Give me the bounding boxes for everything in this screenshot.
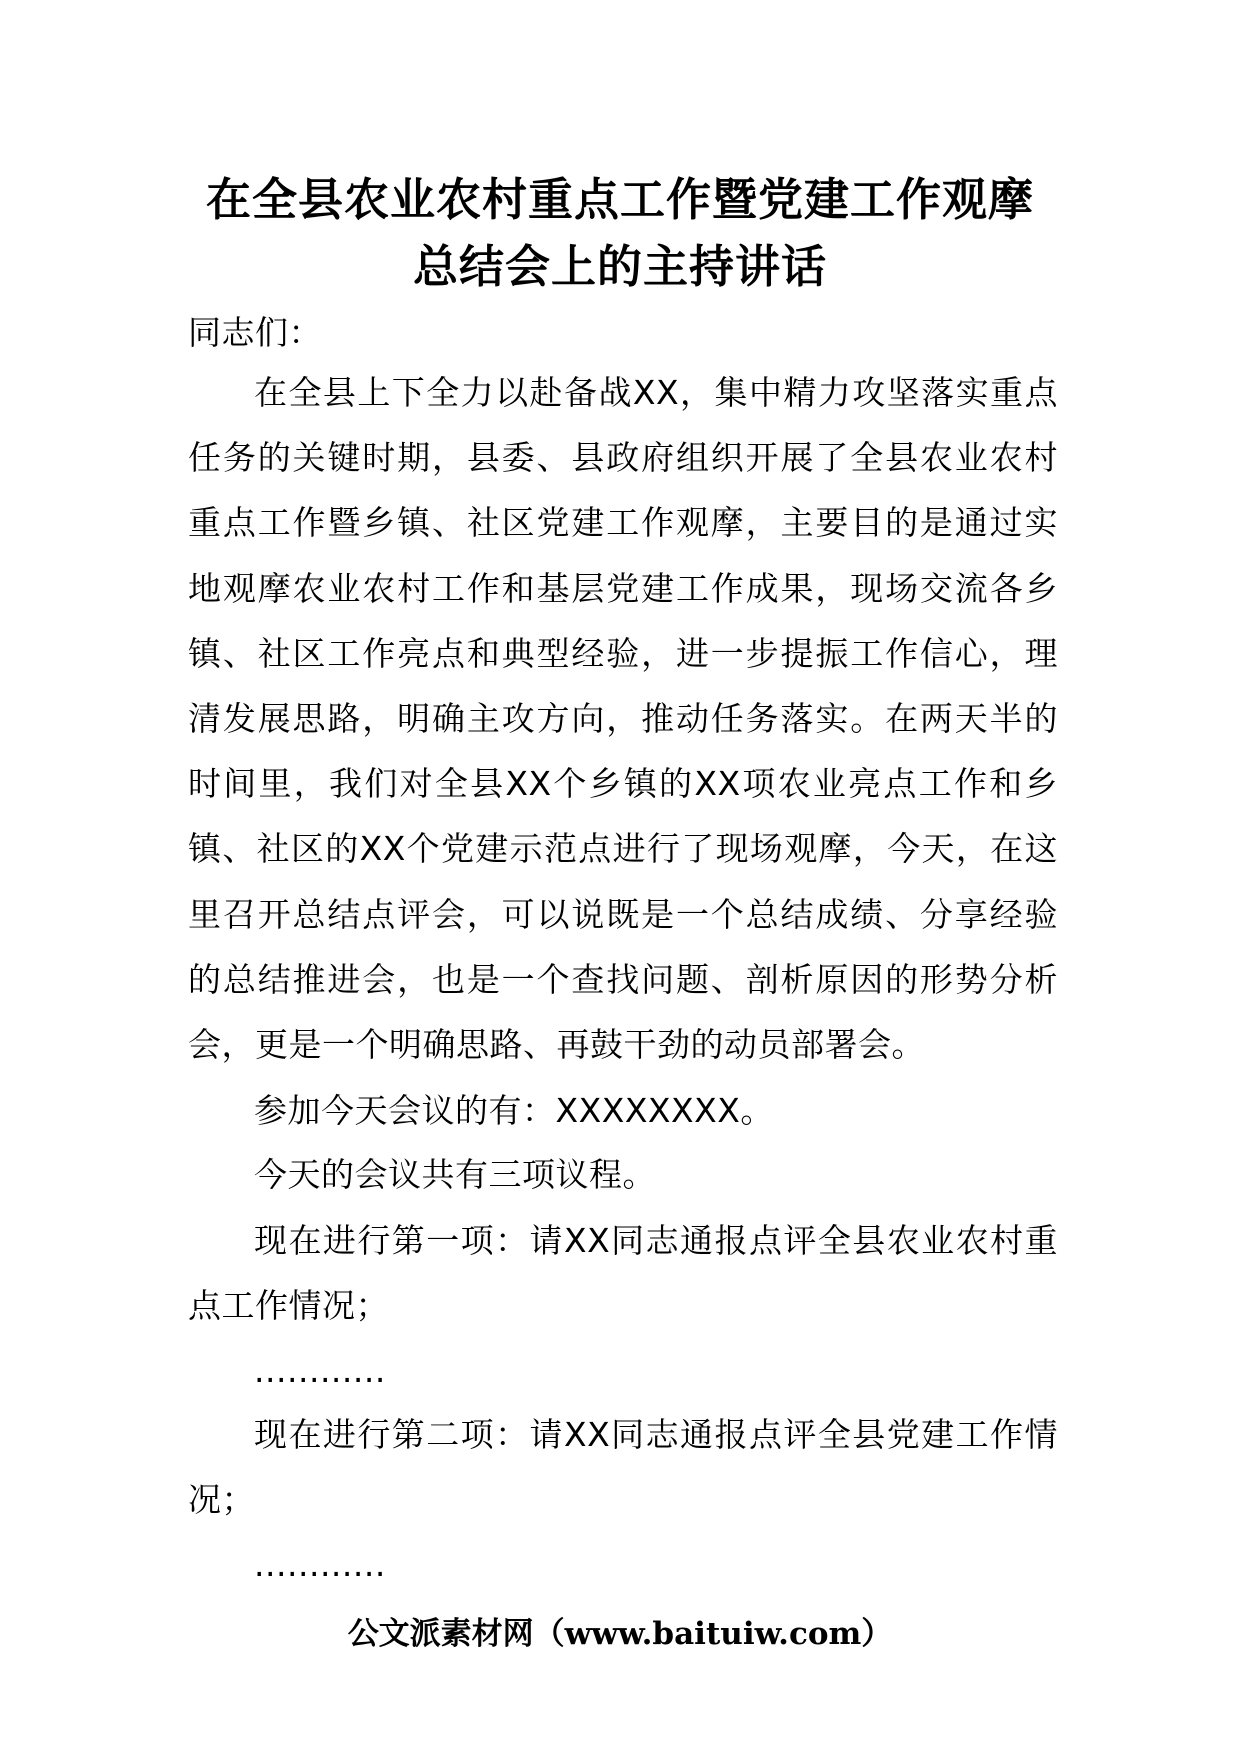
paragraph-main: 在全县上下全力以赴备战XX，集中精力攻坚落实重点任务的关键时期，县委、县政府组织开展了全县农业农村重点工作暨乡镇、社区党建工作观摩，主要目的是通过实地观摩农业农村工作和基层党建工作成果，现场交流各乡镇、社区工作亮点和典型经验，进一步提振工作信心，理清发展思路，明确主攻方向，推动任务落实。在两天半的时间里，我们对全县XX个乡镇的XX项农业亮点工作和乡镇、社区的XX个党建示范点进行了现场观摩，今天，在这里召开总结点评会，可以说既是一个总结成绩、分享经验的总结推进会，也是一个查找问题、剖析原因的形势分析会，更是一个明确思路、再鼓干劲的动员部署会。 <box>188 373 1058 1065</box>
salutation: 同志们： <box>188 313 322 352</box>
document-title-line-2: 总结会上的主持讲话 <box>412 240 827 293</box>
paragraph-agenda: 今天的会议共有三项议程。 <box>254 1155 656 1194</box>
footer-source: 公文派素材网（www.baituiw.com） <box>347 1616 893 1652</box>
paragraph-agenda-item-2: 现在进行第二项：请XX同志通报点评全县党建工作情况； <box>188 1415 1058 1520</box>
paragraph-attendees: 参加今天会议的有：XXXXXXXX。 <box>254 1091 774 1130</box>
paragraph-agenda-item-1: 现在进行第一项：请XX同志通报点评全县农业农村重点工作情况； <box>188 1221 1058 1326</box>
ellipsis-1: ............ <box>254 1351 386 1390</box>
ellipsis-2: ............ <box>254 1545 386 1584</box>
document-title-line-1: 在全县农业农村重点工作暨党建工作观摩 <box>205 173 1034 226</box>
